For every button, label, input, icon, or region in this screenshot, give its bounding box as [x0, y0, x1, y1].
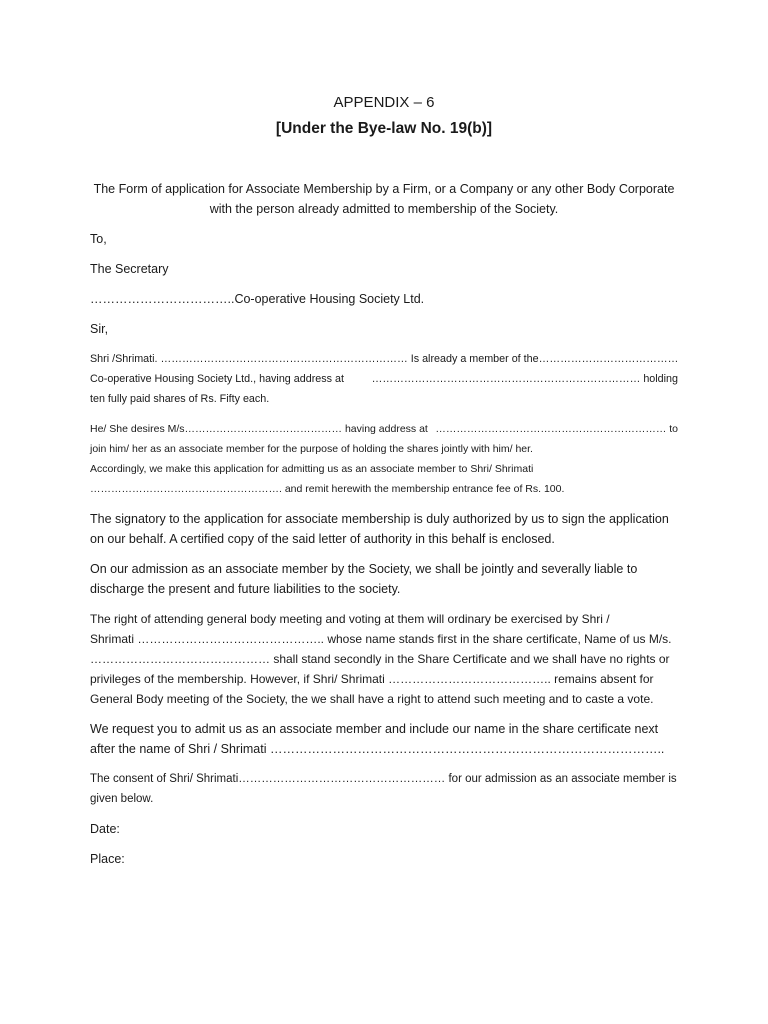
text-line: …………………………………	[538, 353, 679, 365]
text-line: Accordingly, we make this application for admitting us as an associate member to Shri/ Shrimati	[90, 463, 534, 475]
intro-line: with the person already admitted to membership of the Society.	[209, 202, 559, 216]
text-line: ………………………………………………………… to	[435, 423, 678, 435]
intro-paragraph	[90, 179, 678, 219]
paragraph-consent	[90, 769, 678, 809]
text-line: Shri /Shrimati. …………………………………………………………… Is already a member of the	[90, 353, 539, 365]
text-line: given below.	[90, 793, 154, 805]
paragraph-firm-details	[90, 419, 678, 499]
date-label: Date:	[90, 822, 120, 836]
text-line: on our behalf. A certified copy of the said letter of authority in this behalf is enclosed.	[90, 532, 555, 546]
text-line: after the name of Shri / Shrimati …………………………………………………………………………………..	[90, 742, 665, 756]
document-body	[90, 92, 678, 879]
text-line: ten fully paid shares of Rs. Fifty each.	[90, 393, 270, 405]
paragraph-request	[90, 719, 678, 759]
text-line: The consent of Shri/ Shrimati……………………………………………… for our admission as an associate member is	[90, 773, 677, 785]
text-line: Co-operative Housing Society Ltd., having address at	[90, 373, 344, 385]
text-line: Shrimati ……………………………………….. whose name stands first in the share certificate, Name of us M/s.	[90, 632, 672, 646]
intro-line: The Form of application for Associate Membership by a Firm, or a Company or any other Body Corporate	[93, 182, 675, 196]
text-line: join him/ her as an associate member for the purpose of holding the shares jointly with him/ her.	[90, 443, 533, 455]
text-line: On our admission as an associate member by the Society, we shall be jointly and severally liable to	[90, 562, 638, 576]
paragraph-signatory	[90, 509, 678, 549]
society-name-line: ……………………………..Co-operative Housing Society Ltd.	[90, 292, 425, 306]
text-line: The signatory to the application for associate membership is duly authorized by us to sign the application	[90, 512, 669, 526]
text-line: We request you to admit us as an associate member and include our name in the share certificate next	[90, 722, 659, 736]
greeting: Sir,	[90, 322, 109, 336]
text-line: He/ She desires M/s……………………………………… having address at	[90, 423, 428, 435]
appendix-title: APPENDIX – 6	[333, 94, 435, 111]
text-line: discharge the present and future liabilities to the society.	[90, 582, 401, 596]
text-line: ………………………………………………………………… holding	[371, 373, 678, 385]
salutation-to: To,	[90, 232, 107, 246]
bylaw-reference: [Under the Bye-law No. 19(b)]	[275, 120, 493, 137]
paragraph-voting-rights	[90, 609, 678, 709]
text-line: ………………………………………………. and remit herewith the membership entrance fee of Rs. 100.	[90, 483, 565, 495]
paragraph-liability	[90, 559, 678, 599]
text-line: The right of attending general body meeting and voting at them will ordinary be exercised by Shri /	[90, 612, 610, 626]
text-line: General Body meeting of the Society, the we shall have a right to attend such meeting and to caste a vote.	[90, 692, 654, 706]
addressee: The Secretary	[90, 262, 169, 276]
place-label: Place:	[90, 852, 125, 866]
text-line: ……………………………………… shall stand secondly in the Share Certificate and we shall have no rights or	[90, 652, 670, 666]
text-line: privileges of the membership. However, if Shri/ Shrimati ………………………………….. remains absent for	[90, 672, 654, 686]
paragraph-member-details	[90, 349, 678, 409]
